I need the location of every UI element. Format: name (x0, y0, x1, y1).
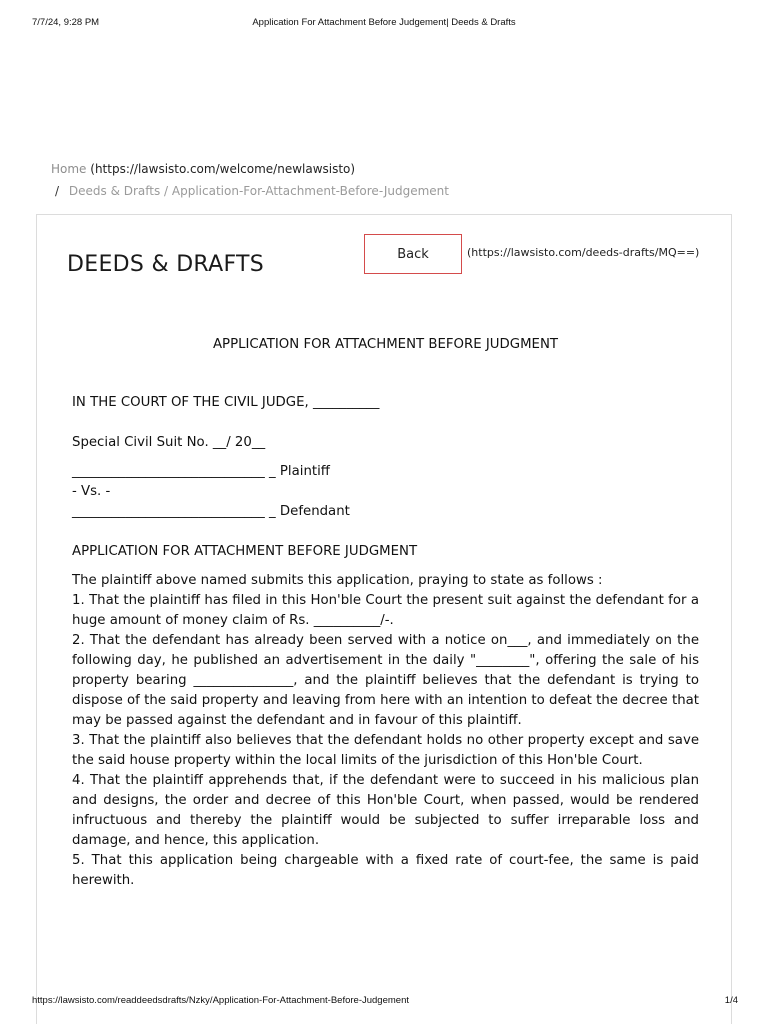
card-title: DEEDS & DRAFTS (67, 251, 265, 277)
content-card (36, 214, 732, 1024)
suit-number: Special Civil Suit No. __/ 20__ (72, 435, 266, 450)
point-4: 4. That the plaintiff apprehends that, if the defendant were to succeed in his malicious plan and designs, the order and decree of this Hon'ble Court, when passed, would be rendered infructuous and thereby the plaintiff would be subjected to suffer irreparable loss and damage, and hence, this application. (72, 773, 699, 848)
versus-line: - Vs. - (72, 484, 111, 499)
print-page-title: Application For Attachment Before Judgement| Deeds & Drafts (252, 17, 516, 28)
point-3: 3. That the plaintiff also believes that the defendant holds no other property except and save the said house property within the local limits of the jurisdiction of this Hon'ble Court. (72, 733, 699, 768)
defendant-line: _____________________________ _ Defendant (72, 504, 350, 519)
point-2: 2. That the defendant has already been served with a notice on___, and immediately on the following day, he published an advertisement in the daily "________", offering the sale of his property bearing _______________, and the plaintiff believes that the defendant is trying to dispose of the said property and leaving from here with an intention to defeat the decree that may be passed against the defendant and in favour of this plaintiff. (72, 633, 699, 728)
intro-paragraph: The plaintiff above named submits this application, praying to state as follows : (72, 573, 603, 588)
print-date: 7/7/24, 9:28 PM (32, 17, 100, 28)
breadcrumb-home-link[interactable]: Home (51, 162, 87, 176)
document (72, 335, 699, 888)
breadcrumb-path[interactable]: Deeds & Drafts / Application-For-Attachment-Before-Judgement (68, 184, 449, 198)
document-body (72, 571, 699, 891)
point-5: 5. That this application being chargeable with a fixed rate of court-fee, the same is paid herewith. (72, 853, 699, 888)
court-line: IN THE COURT OF THE CIVIL JUDGE, __________ (72, 395, 380, 410)
back-button[interactable]: Back (364, 234, 462, 274)
breadcrumb-separator: / (55, 184, 60, 198)
application-heading: APPLICATION FOR ATTACHMENT BEFORE JUDGMENT (72, 544, 418, 559)
breadcrumb-home-url: (https://lawsisto.com/welcome/newlawsisto) (90, 162, 356, 176)
parties (72, 462, 350, 522)
page-number: 1/4 (724, 995, 738, 1006)
print-footer (32, 995, 738, 1009)
back-url: (https://lawsisto.com/deeds-drafts/MQ==) (467, 246, 700, 259)
point-1: 1. That the plaintiff has filed in this Hon'ble Court the present suit against the defendant for a huge amount of money claim of Rs. __________/-. (72, 593, 699, 628)
document-title: APPLICATION FOR ATTACHMENT BEFORE JUDGMENT (212, 337, 559, 352)
breadcrumb (51, 161, 449, 198)
print-url: https://lawsisto.com/readdeedsdrafts/Nzky/Application-For-Attachment-Before-Judgement (32, 995, 409, 1006)
print-header (32, 17, 736, 31)
plaintiff-line: _____________________________ _ Plaintiff (72, 464, 330, 479)
